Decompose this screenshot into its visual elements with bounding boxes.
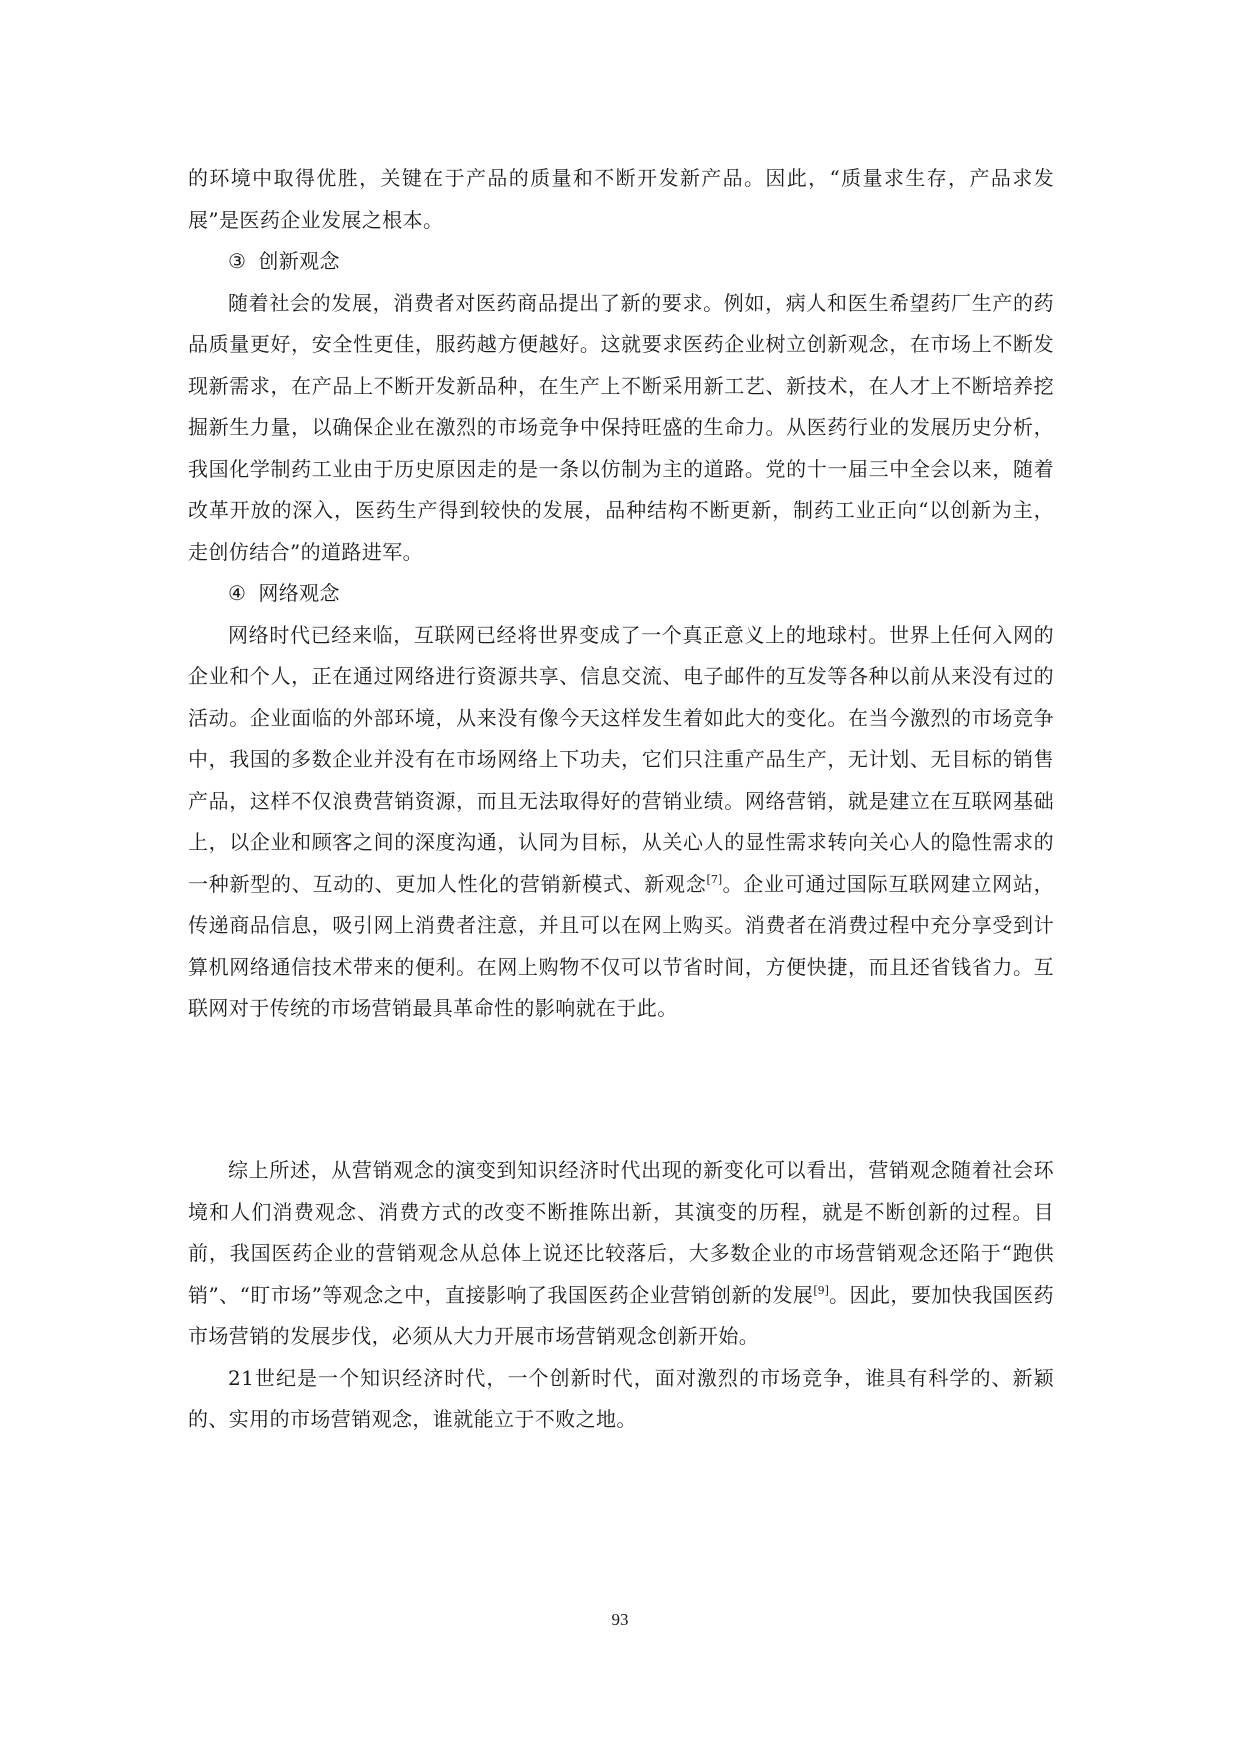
body-text-lower (188, 1150, 1054, 1441)
section-heading-innovation (188, 241, 1054, 283)
citation-ref: [7] (706, 872, 723, 886)
paragraph-text: 。因此，要加快我国医药市场营销的发展步伐，必须从大力开展市场营销观念创新开始。 (188, 1282, 1054, 1348)
circled-number-3: ③ (228, 249, 247, 273)
circled-number-4: ④ (228, 581, 247, 605)
paragraph-innovation: 随着社会的发展，消费者对医药商品提出了新的要求。例如，病人和医生希望药厂生产的药品质量更好，安全性更佳，服药越方便越好。这就要求医药企业树立创新观念，在市场上不断发现新需求，在产品上不断开发新品种，在生产上不断采用新工艺、新技术，在人才上不断培养挖掘新生力量，以确保企业在激烈的市场竞争中保持旺盛的生命力。从医药行业的发展历史分析，我国化学制药工业由于历史原因走的是一条以仿制为主的道路。党的十一届三中全会以来，随着改革开放的深入，医药生产得到较快的发展，品种结构不断更新，制药工业正向“以创新为主，走创仿结合”的道路进军。 (188, 290, 1054, 564)
section-heading-network (188, 573, 1054, 615)
paragraph-summary (188, 1150, 1054, 1358)
citation-ref: [9] (813, 1283, 829, 1297)
page-number: 93 (611, 1610, 629, 1629)
paragraph-network (188, 615, 1054, 1030)
paragraph-text: 。企业可通过国际互联网建立网站，传递商品信息，吸引网上消费者注意，并且可以在网上购买。消费者在消费过程中充分享受到计算机网络通信技术带来的便利。在网上购物不仅可以节省时间，方便快捷，而且还省钱省力。互联网对于传统的市场营销最具革命性的影响就在于此。 (188, 871, 1055, 1020)
paragraph-continuation: 的环境中取得优胜，关键在于产品的质量和不断开发新产品。因此，“质量求生存，产品求发展”是医药企业发展之根本。 (188, 166, 1054, 232)
heading-title: 网络观念 (258, 581, 340, 605)
body-text-upper (188, 158, 1054, 1030)
paragraph-text: 网络时代已经来临，互联网已经将世界变成了一个真正意义上的地球村。世界上任何入网的企业和个人，正在通过网络进行资源共享、信息交流、电子邮件的互发等各种以前从来没有过的活动。企业面临的外部环境，从来没有像今天这样发生着如此大的变化。在当今激烈的市场竞争中，我国的多数企业并没有在市场网络上下功夫，它们只注重产品生产，无计划、无目标的销售产品，这样不仅浪费营销资源，而且无法取得好的营销业绩。网络营销，就是建立在互联网基础上，以企业和顾客之间的深度沟通，认同为目标，从关心人的显性需求转向关心人的隐性需求的一种新型的、互动的、更加人性化的营销新模式、新观念 (188, 622, 1054, 896)
paragraph-conclusion: 21世纪是一个知识经济时代，一个创新时代，面对激烈的市场竞争，谁具有科学的、新颖的、实用的市场营销观念，谁就能立于不败之地。 (188, 1365, 1054, 1431)
heading-title: 创新观念 (258, 249, 340, 273)
paragraph-text: 综上所述，从营销观念的演变到知识经济时代出现的新变化可以看出，营销观念随着社会环境和人们消费观念、消费方式的改变不断推陈出新，其演变的历程，就是不断创新的过程。目前，我国医药企业的营销观念从总体上说还比较落后，大多数企业的市场营销观念还陷于“跑供销”、“盯市场”等观念之中，直接影响了我国医药企业营销创新的发展 (188, 1158, 1054, 1307)
